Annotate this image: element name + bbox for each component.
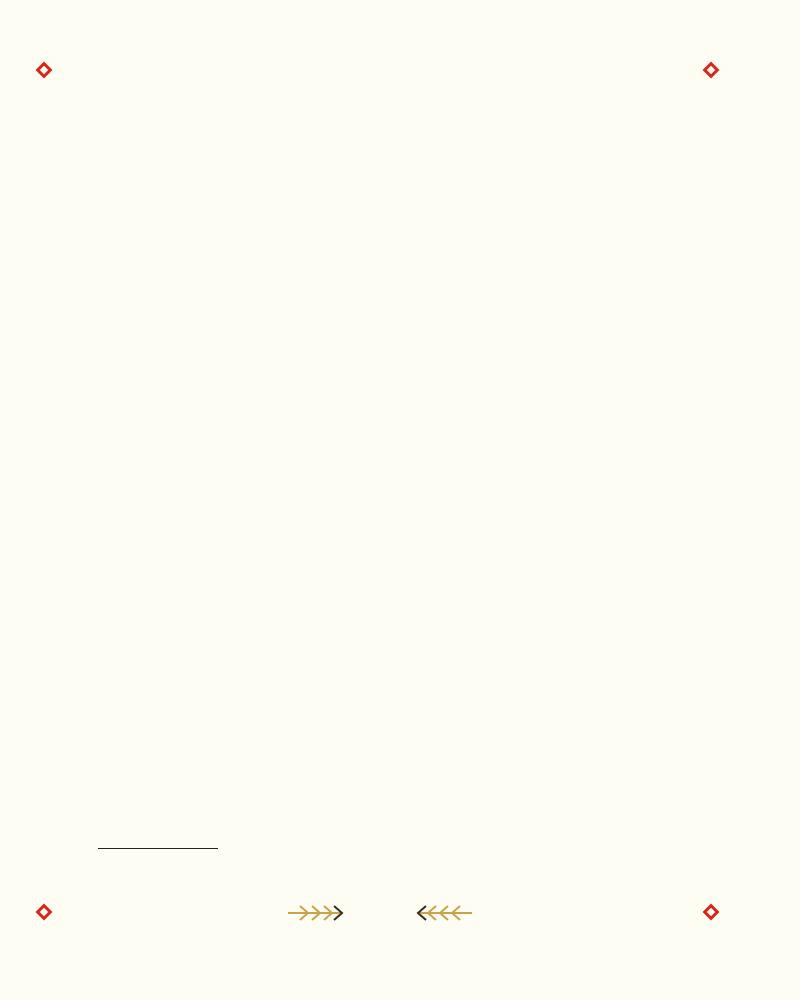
corner-diamond-top-right-icon <box>703 62 720 79</box>
arrow-left-ornament-icon <box>288 906 342 920</box>
corner-diamond-top-left-icon <box>36 62 53 79</box>
footnote-divider <box>98 848 218 849</box>
corner-diamond-bottom-left-icon <box>36 904 53 921</box>
arrow-right-ornament-icon <box>418 906 472 920</box>
corner-diamond-bottom-right-icon <box>703 904 720 921</box>
footnote <box>98 862 104 877</box>
